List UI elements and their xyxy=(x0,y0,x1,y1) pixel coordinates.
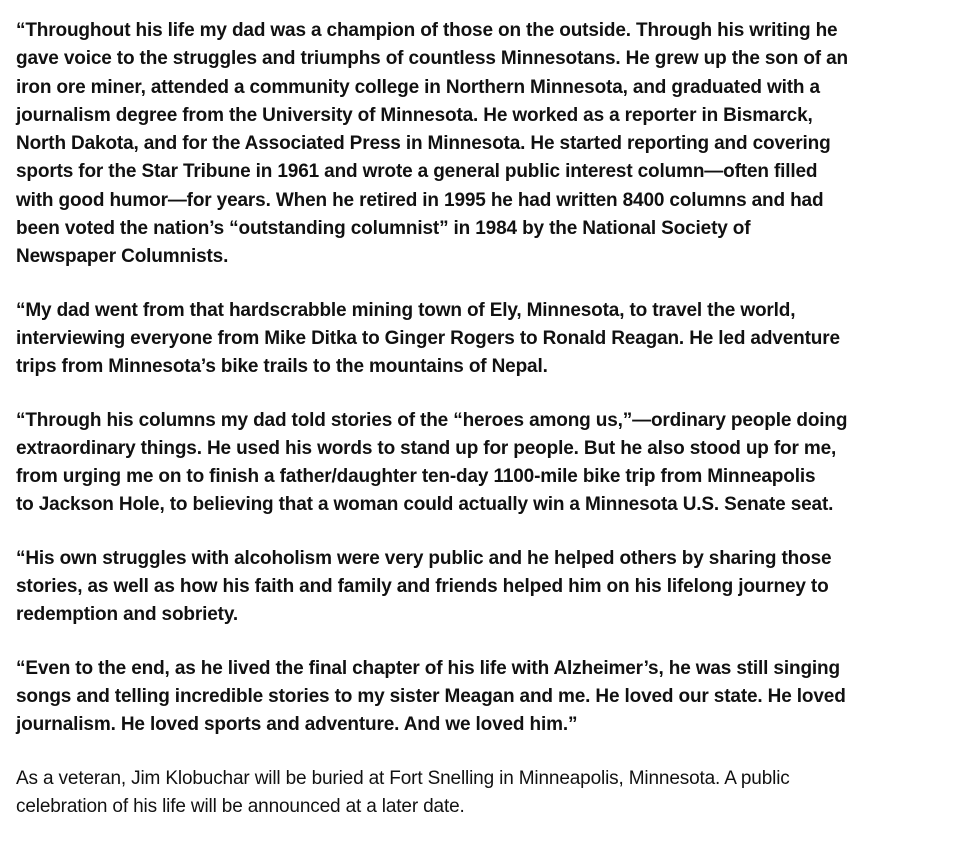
quote-paragraph-travel: “My dad went from that hardscrabble mining town of Ely, Minnesota, to travel the world, interviewing everyone from Mike Ditka to Ginger Rogers to Ronald Reagan. He led adventure trips from Minnesota’s bike trails to the mountains of Nepal. xyxy=(16,299,840,378)
statement-document xyxy=(16,17,966,821)
quote-paragraph-ending: “Even to the end, as he lived the final chapter of his life with Alzheimer’s, he was still singing songs and telling incredible stories to my sister Meagan and me. He loved our state. He loved journalism. He loved sports and adventure. And we loved him.” xyxy=(16,657,846,736)
quote-paragraph-career: “Throughout his life my dad was a champion of those on the outside. Through his writing he gave voice to the struggles and triumphs of countless Minnesotans. He grew up the son of an iron ore miner, attended a community college in Northern Minnesota, and graduated with a journalism degree from the University of Minnesota. He worked as a reporter in Bismarck, North Dakota, and for the Associated Press in Minnesota. He started reporting and covering sports for the Star Tribune in 1961 and wrote a general public interest column—often filled with good humor—for years. When he retired in 1995 he had written 8400 columns and had been voted the nation’s “outstanding columnist” in 1984 by the National Society of Newspaper Columnists. xyxy=(16,20,848,268)
closing-paragraph: As a veteran, Jim Klobuchar will be buried at Fort Snelling in Minneapolis, Minnesota. A public celebration of his life will be announced at a later date. xyxy=(16,767,790,817)
quote-paragraph-columns: “Through his columns my dad told stories of the “heroes among us,”—ordinary people doing extraordinary things. He used his words to stand up for people. But he also stood up for me, from urging me on to finish a father/daughter ten-day 1100-mile bike trip from Minneapolis to Jackson Hole, to believing that a woman could actually win a Minnesota U.S. Senate seat. xyxy=(16,409,848,516)
quote-paragraph-struggles: “His own struggles with alcoholism were very public and he helped others by sharing those stories, as well as how his faith and family and friends helped him on his lifelong journey to redemption and sobriety. xyxy=(16,547,832,626)
